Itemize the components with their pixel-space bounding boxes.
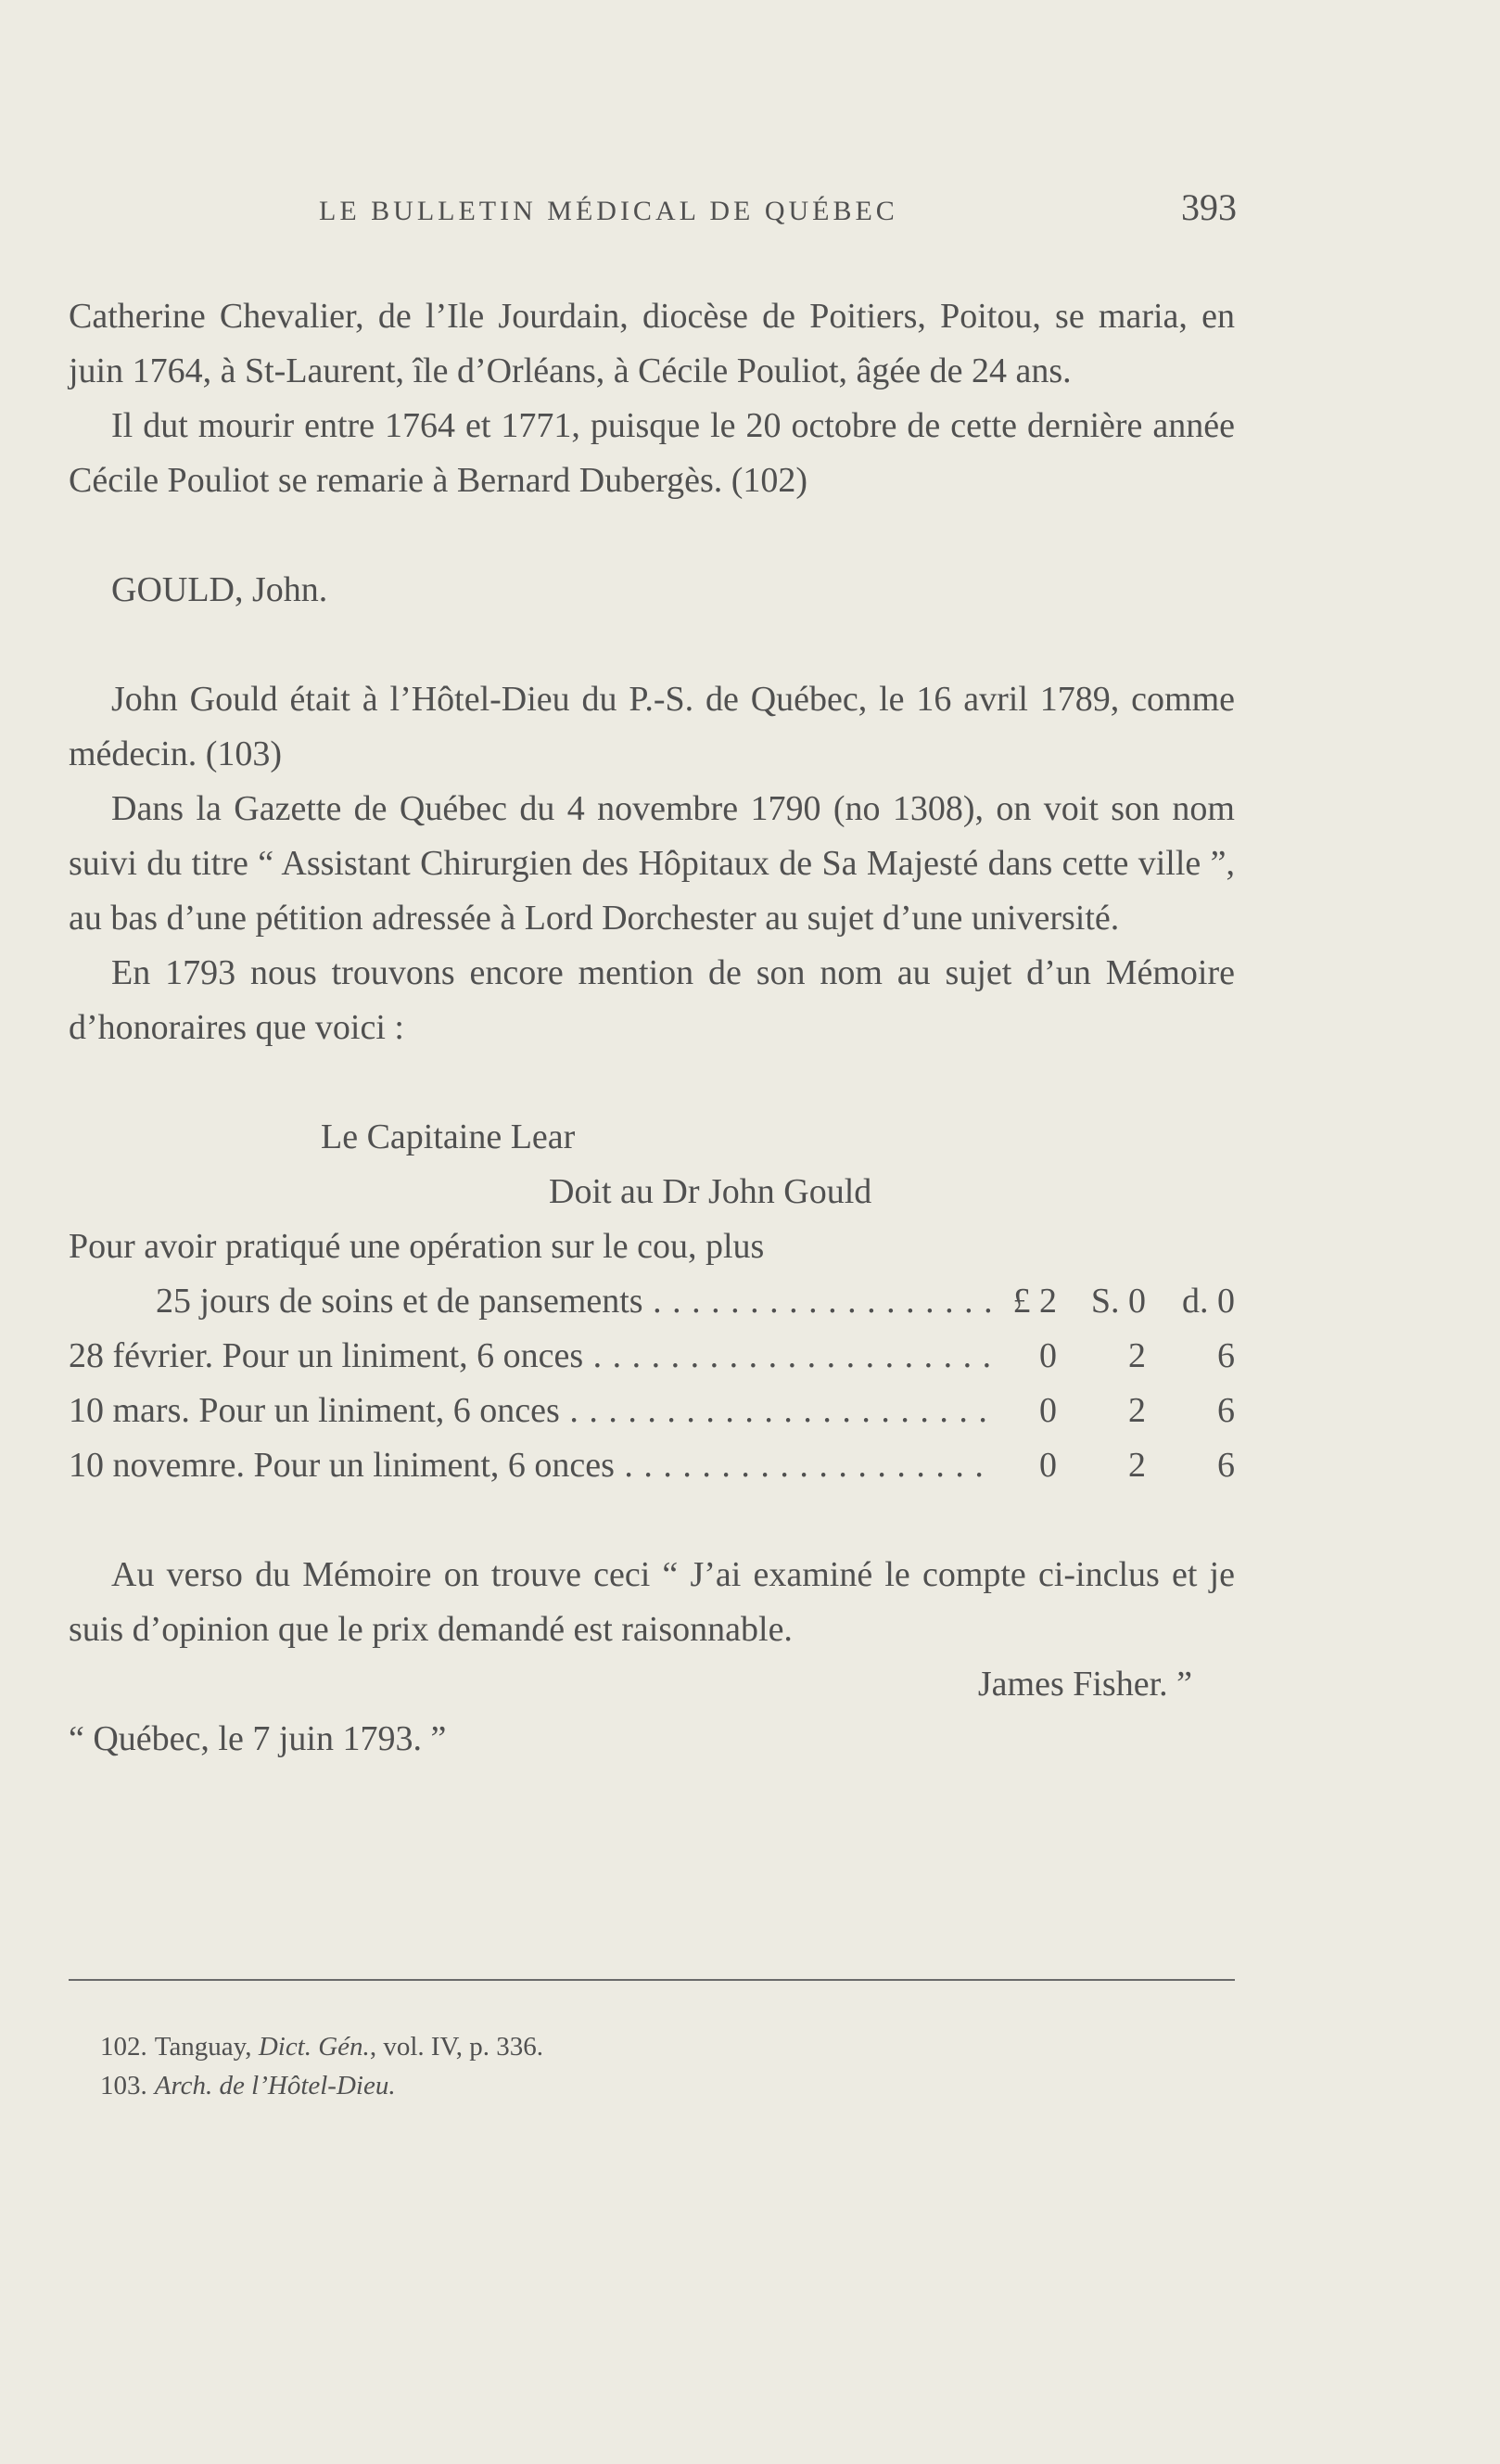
signature-line: James Fisher. ”: [977, 1665, 1192, 1704]
amount-pence: 6: [1217, 1446, 1235, 1485]
ledger-intro: Pour avoir pratiqué une opération sur le cou, plus: [69, 1227, 765, 1266]
ledger-row-description: 28 février. Pour un liniment, 6 onces . . .: [69, 1329, 996, 1384]
page-header: [69, 185, 1237, 229]
amount-pounds: £ 2: [1012, 1282, 1057, 1321]
paragraph-gould-hotel-dieu: John Gould était à l’Hôtel-Dieu du P.-S. de Québec, le 16 avril 1789, comme médecin. (103): [69, 680, 1235, 773]
ledger-row: [69, 1329, 1235, 1384]
ledger-row-amount: [996, 1274, 1235, 1329]
footnote-number: 103.: [100, 2071, 147, 2100]
ledger-row: [69, 1274, 1235, 1329]
page-body: [69, 289, 1235, 1767]
footnote-source: Arch. de l’Hôtel-Dieu.: [154, 2071, 396, 2100]
paragraph-verso: Au verso du Mémoire on trouve ceci “ J’ai examiné le compte ci-inclus et je suis d’opinion que le prix demandé est raisonnable.: [69, 1555, 1235, 1649]
footnote-source: Dict. Gén.: [258, 2032, 370, 2062]
section-heading: GOULD, John.: [111, 570, 328, 609]
paragraph-chevalier: Catherine Chevalier, de l’Ile Jourdain, diocèse de Poitiers, Poitou, se maria, en juin 1764, à St-Laurent, île d’Orléans, à Cécile Pouliot, âgée de 24 ans.: [69, 297, 1235, 390]
footnote-number: 102.: [100, 2032, 147, 2062]
ledger-row-amount: [996, 1384, 1235, 1438]
amount-pounds: 0: [1039, 1336, 1057, 1375]
ledger-row: [69, 1438, 1235, 1493]
memo-addressee: Le Capitaine Lear: [321, 1117, 576, 1156]
amount-pence: 6: [1217, 1391, 1235, 1430]
amount-shillings: 2: [1128, 1391, 1146, 1430]
footnote-103: [100, 2066, 543, 2105]
footnote-102: [100, 2027, 543, 2066]
footnotes: [100, 2027, 543, 2105]
amount-shillings: 2: [1128, 1336, 1146, 1375]
amount-shillings: 2: [1128, 1446, 1146, 1485]
amount-pence: d. 0: [1182, 1282, 1235, 1321]
page-number: 393: [1181, 186, 1237, 228]
ledger-row-amount: [996, 1329, 1235, 1384]
footnote-reference: , vol. IV, p. 336.: [369, 2032, 543, 2062]
amount-pounds: 0: [1039, 1446, 1057, 1485]
running-title: LE BULLETIN MÉDICAL DE QUÉBEC: [319, 196, 898, 226]
ledger-row-description: 25 jours de soins et de pansements . . .: [69, 1274, 996, 1329]
amount-pence: 6: [1217, 1336, 1235, 1375]
ledger-row-amount: [996, 1438, 1235, 1493]
footnote-rule: [69, 1979, 1235, 1981]
paragraph-death: Il dut mourir entre 1764 et 1771, puisque le 20 octobre de cette dernière année Cécile Pouliot se remarie à Bernard Dubergès. (102): [69, 406, 1235, 500]
ledger-row: [69, 1384, 1235, 1438]
memo-creditor: Doit au Dr John Gould: [549, 1172, 872, 1211]
fee-ledger: [69, 1219, 1235, 1493]
paragraph-gazette: Dans la Gazette de Québec du 4 novembre 1790 (no 1308), on voit son nom suivi du titre “ Assistant Chirurgien des Hôpitaux de Sa Majesté dans cette ville ”, au bas d’une pétition adressée à Lord Dorchester au sujet d’une université.: [69, 789, 1235, 938]
ledger-row-description: 10 novemre. Pour un liniment, 6 onces . . .: [69, 1438, 996, 1493]
ledger-row-description: 10 mars. Pour un liniment, 6 onces . . .: [69, 1384, 996, 1438]
paragraph-memoire: En 1793 nous trouvons encore mention de son nom au sujet d’un Mémoire d’honoraires que voici :: [69, 953, 1235, 1047]
date-line: “ Québec, le 7 juin 1793. ”: [69, 1719, 447, 1758]
footnote-author: Tanguay,: [154, 2032, 259, 2062]
amount-shillings: S. 0: [1090, 1282, 1146, 1321]
amount-pounds: 0: [1039, 1391, 1057, 1430]
